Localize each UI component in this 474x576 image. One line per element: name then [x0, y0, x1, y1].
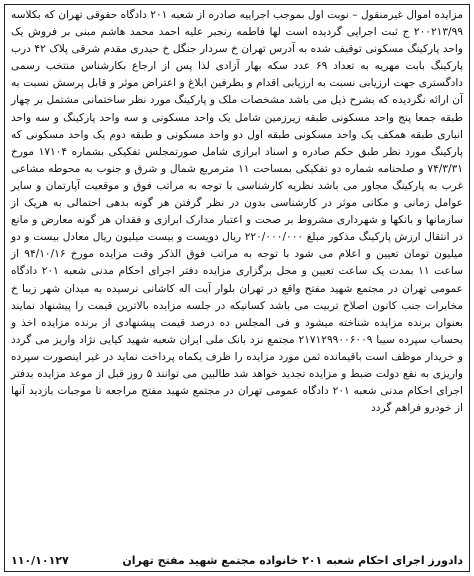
auction-notice: [4, 4, 470, 572]
notice-body-text: مزایده اموال غیرمنقول – نوبت اول بموجب اجراییه صادره از شعبه ۲۰۱ دادگاه حقوقی تهران که بکلاسه ۲۰۰۲۱۳/۹۹ ج ثبت اجرایی گردیده است لها فاطمه رنجبر علیه احمد محمد هاشم مبنی بر فروش یک واحد پارکینگ مسکونی توقیف شده به آدرس تهران خ سردار جنگل خ حیدری مقدم شرقی پلاک ۴۲ درب پارکینگ بابت مهریه به تعداد ۶۹ عدد سکه بهار آزادی لذا پس از ارجاع بکارشناس منتخب رسمی دادگستری جهت ارزیابی نسبت به ارزیابی اقدام و بطرفین ابلاغ و اعتراض موثر و قابل پرسش نسبت به آن ارائه نگردیده که بشرح ذیل می باشد مشخصات ملک و پارکینگ مورد نظر ساختمانی مشتمل بر چهار طبقه جمعا پنج واحد مسکونی طبقه زیرزمین شامل یک واحد مسکونی و سه واحد پارکینگ و سه واحد انباری طبقه همکف یک واحد مسکونی طبقه اول دو واحد مسکونی و طبقه دوم یک واحد مسکونی که پارکینگ مورد نظر طبق حکم صادره و اسناد ابرازی شامل صورتمجلس تفکیکی بشماره ۱۷۱۰۴ مورخ ۷۴/۳/۳۱ و صلحنامه شماره دو تفکیکی بمساحت ۱۱ مترمربع شمال و شرق و جنوب به محوطه مشاعی غرب به پارکینگ مجاور می باشد نظریه کارشناسی با توجه به مراتب فوق و موقعیت آپارتمان و سایر عوامل زمانی و مکانی موثر در کارشناسی بدون در نظر گرفتن هر گونه بدهی احتمالی به هریک از سازمانها و بانکها و شهرداری مشروط بر صحت و اعتبار مدارک ابرازی و فقدان هر گونه معارض و مانع در انتقال ارزش پارکینگ مذکور مبلغ ۲۲۰/۰۰۰/۰۰۰ ریال دویست و بیست میلیون ریال معادل بیست و دو میلیون تومان تعیین و اعلام می شود با توجه به مراتب فوق الذکر وقت مزایده مورخ ۹۴/۱۰/۱۶ از ساعت ۱۱ بمدت یک ساعت تعیین و محل برگزاری مزایده دفتر اجرای احکام مدنی شعبه ۲۰۱ دادگاه عمومی تهران در مجتمع شهید مفتح واقع در تهران بلوار آیت اله کاشانی نرسیده به میدان شهر زیبا خ مخابرات جنب کانون اصلاح تربیت می باشد کسانیکه در جلسه مزایده بالاترین قیمت را پیشنهاد نمایند بعنوان برنده مزایده شناخته میشود و فی المجلس ده درصد قیمت پیشنهادی از برنده مزایده اخذ و بحساب سپرده سیبا ۲۱۷۱۲۹۹۰۰۶۰۰۹ مجتمع نزد بانک ملی ایران شعبه شهید کیایی نژاد واریز می گردد و خریدار موظف است باقیمانده ثمن مورد مزایده را ظرف یکماه پرداخت نماید در غیر اینصورت سپرده واریزی به نفع دولت ضبط و مزایده تجدید خواهد شد طالبین می توانند ۵ روز قبل از موعد مزایده بدفتر اجرای احکام مدنی شعبه ۲۰۱ دادگاه عمومی تهران در مجتمع شهید مفتح مراجعه تا موجبات بازدید آنها از خودرو فراهم گردد: [11, 9, 463, 415]
notice-reference-number: ۱۱۰/۱۰۱۲۷: [11, 554, 69, 567]
notice-footer: [11, 554, 463, 567]
notice-signature: دادورز اجرای احکام شعبه ۲۰۱ خانواده مجتمع شهید مفتح تهران: [122, 554, 463, 567]
